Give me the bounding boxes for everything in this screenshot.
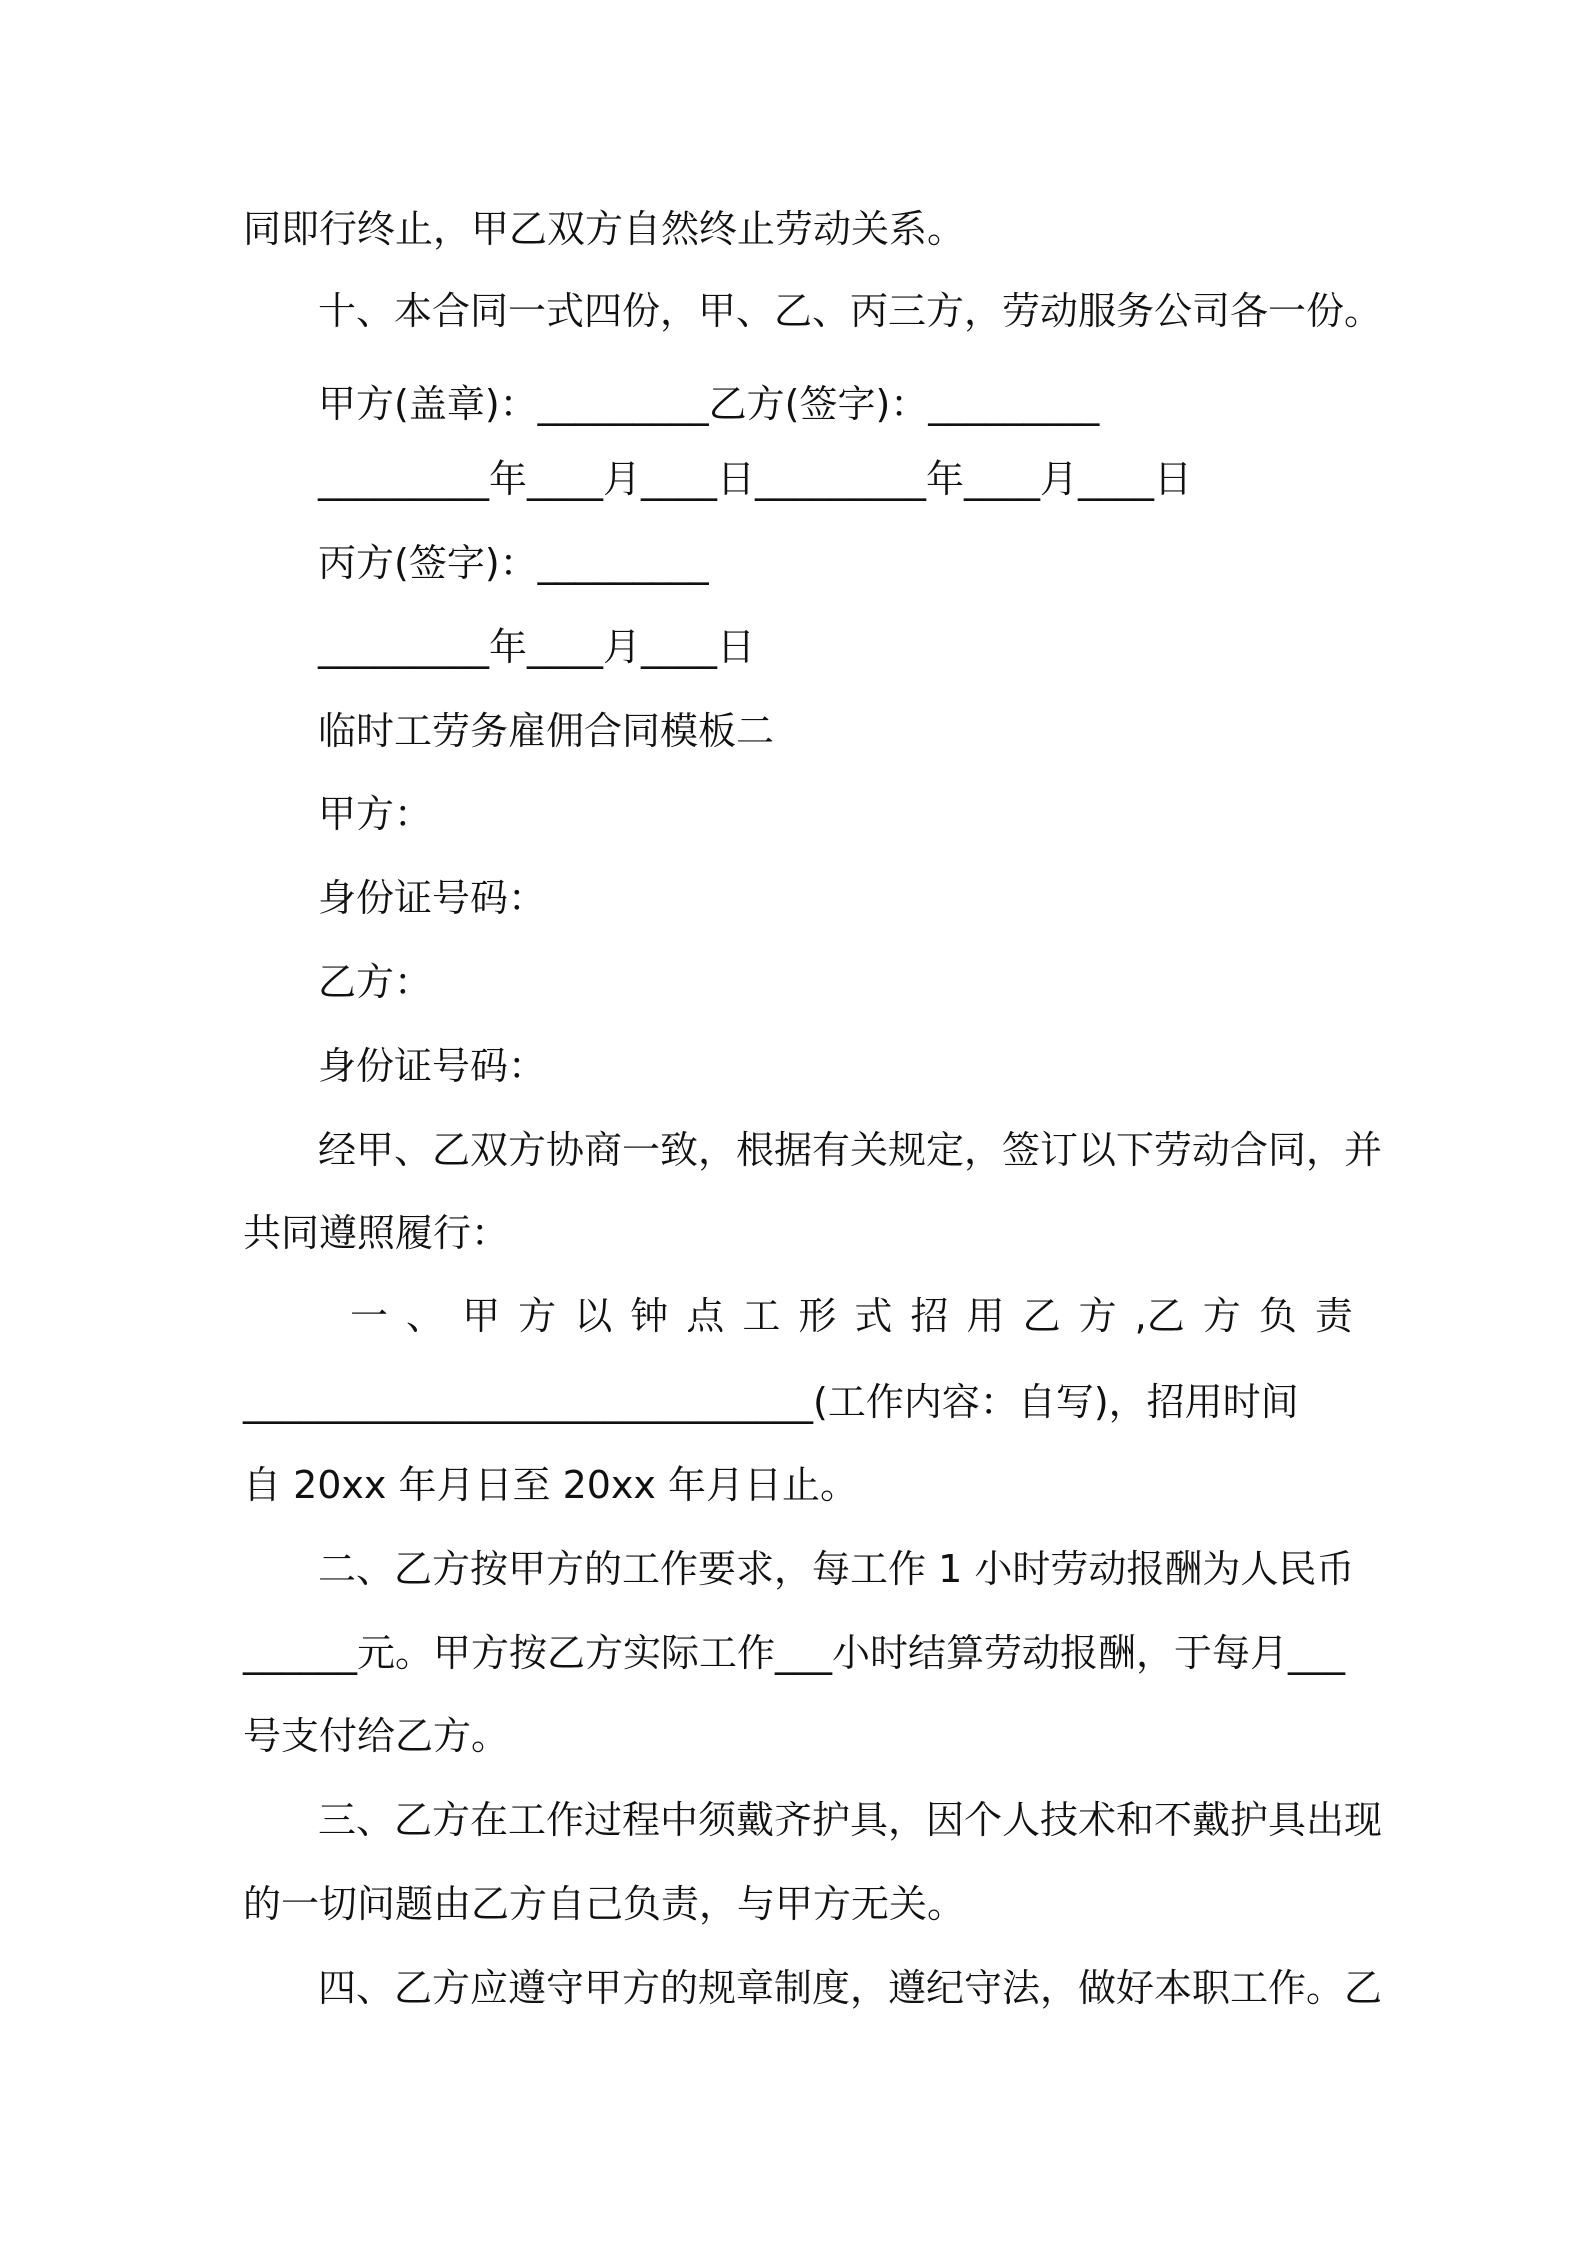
char: 以: [574, 1294, 613, 1338]
clause-two-line: ______元。甲方按乙方实际工作___小时结算劳动报酬，于每月___: [243, 1631, 1346, 1675]
party-a-label: 甲方：: [318, 792, 433, 836]
char: 乙: [1022, 1294, 1061, 1338]
char: 方: [1078, 1294, 1117, 1338]
char: 钟: [630, 1294, 669, 1338]
char: 形: [798, 1294, 837, 1338]
clause-two-line: 号支付给乙方。: [243, 1714, 510, 1758]
char: 招: [910, 1294, 949, 1338]
clause-three-line: 三、乙方在工作过程中须戴齐护具，因个人技术和不戴护具出现: [318, 1798, 1383, 1842]
char: 、: [406, 1294, 445, 1338]
char: ,乙: [1134, 1294, 1185, 1338]
signature-line-party-c: 丙方(签字)：_________: [318, 541, 709, 585]
signature-line-party-a-b: 甲方(盖章)：_________乙方(签字)：_________: [318, 382, 1100, 426]
char: 方: [518, 1294, 557, 1338]
clause-ten: 十、本合同一式四份，甲、乙、丙三方，劳动服务公司各一份。: [318, 289, 1383, 333]
date-line-party-c: _________年____月____日: [318, 625, 756, 669]
clause-four-line: 四、乙方应遵守甲方的规章制度，遵纪守法，做好本职工作。乙: [318, 1966, 1383, 2010]
clause-three-line: 的一切问题由乙方自己负责，与甲方无关。: [243, 1882, 966, 1926]
party-b-id-label: 身份证号码：: [318, 1044, 547, 1088]
char: 一: [350, 1294, 389, 1338]
section-title: 临时工劳务雇佣合同模板二: [318, 709, 775, 753]
char: 方: [1202, 1294, 1241, 1338]
char: 甲: [462, 1294, 501, 1338]
paragraph-line: 同即行终止，甲乙双方自然终止劳动关系。: [243, 207, 966, 251]
clause-two-line: 二、乙方按甲方的工作要求，每工作 1 小时劳动报酬为人民币: [318, 1547, 1355, 1591]
intro-paragraph-line: 共同遵照履行：: [243, 1211, 510, 1255]
char: 工: [742, 1294, 781, 1338]
date-line-party-a-b: _________年____月____日_________年____月____日: [318, 457, 1193, 501]
clause-one-line: ______________________________(工作内容：自写)，招用时间: [243, 1380, 1299, 1424]
char: 负: [1258, 1294, 1297, 1338]
char: 点: [686, 1294, 725, 1338]
char: 用: [966, 1294, 1005, 1338]
clause-one-line: [350, 1290, 1353, 1342]
char: 责: [1314, 1294, 1353, 1338]
intro-paragraph-line: 经甲、乙双方协商一致，根据有关规定，签订以下劳动合同，并: [318, 1128, 1383, 1172]
party-a-id-label: 身份证号码：: [318, 876, 547, 920]
party-b-label: 乙方：: [318, 960, 433, 1004]
char: 式: [854, 1294, 893, 1338]
clause-one-line: 自 20xx 年月日至 20xx 年月日止。: [243, 1463, 858, 1507]
